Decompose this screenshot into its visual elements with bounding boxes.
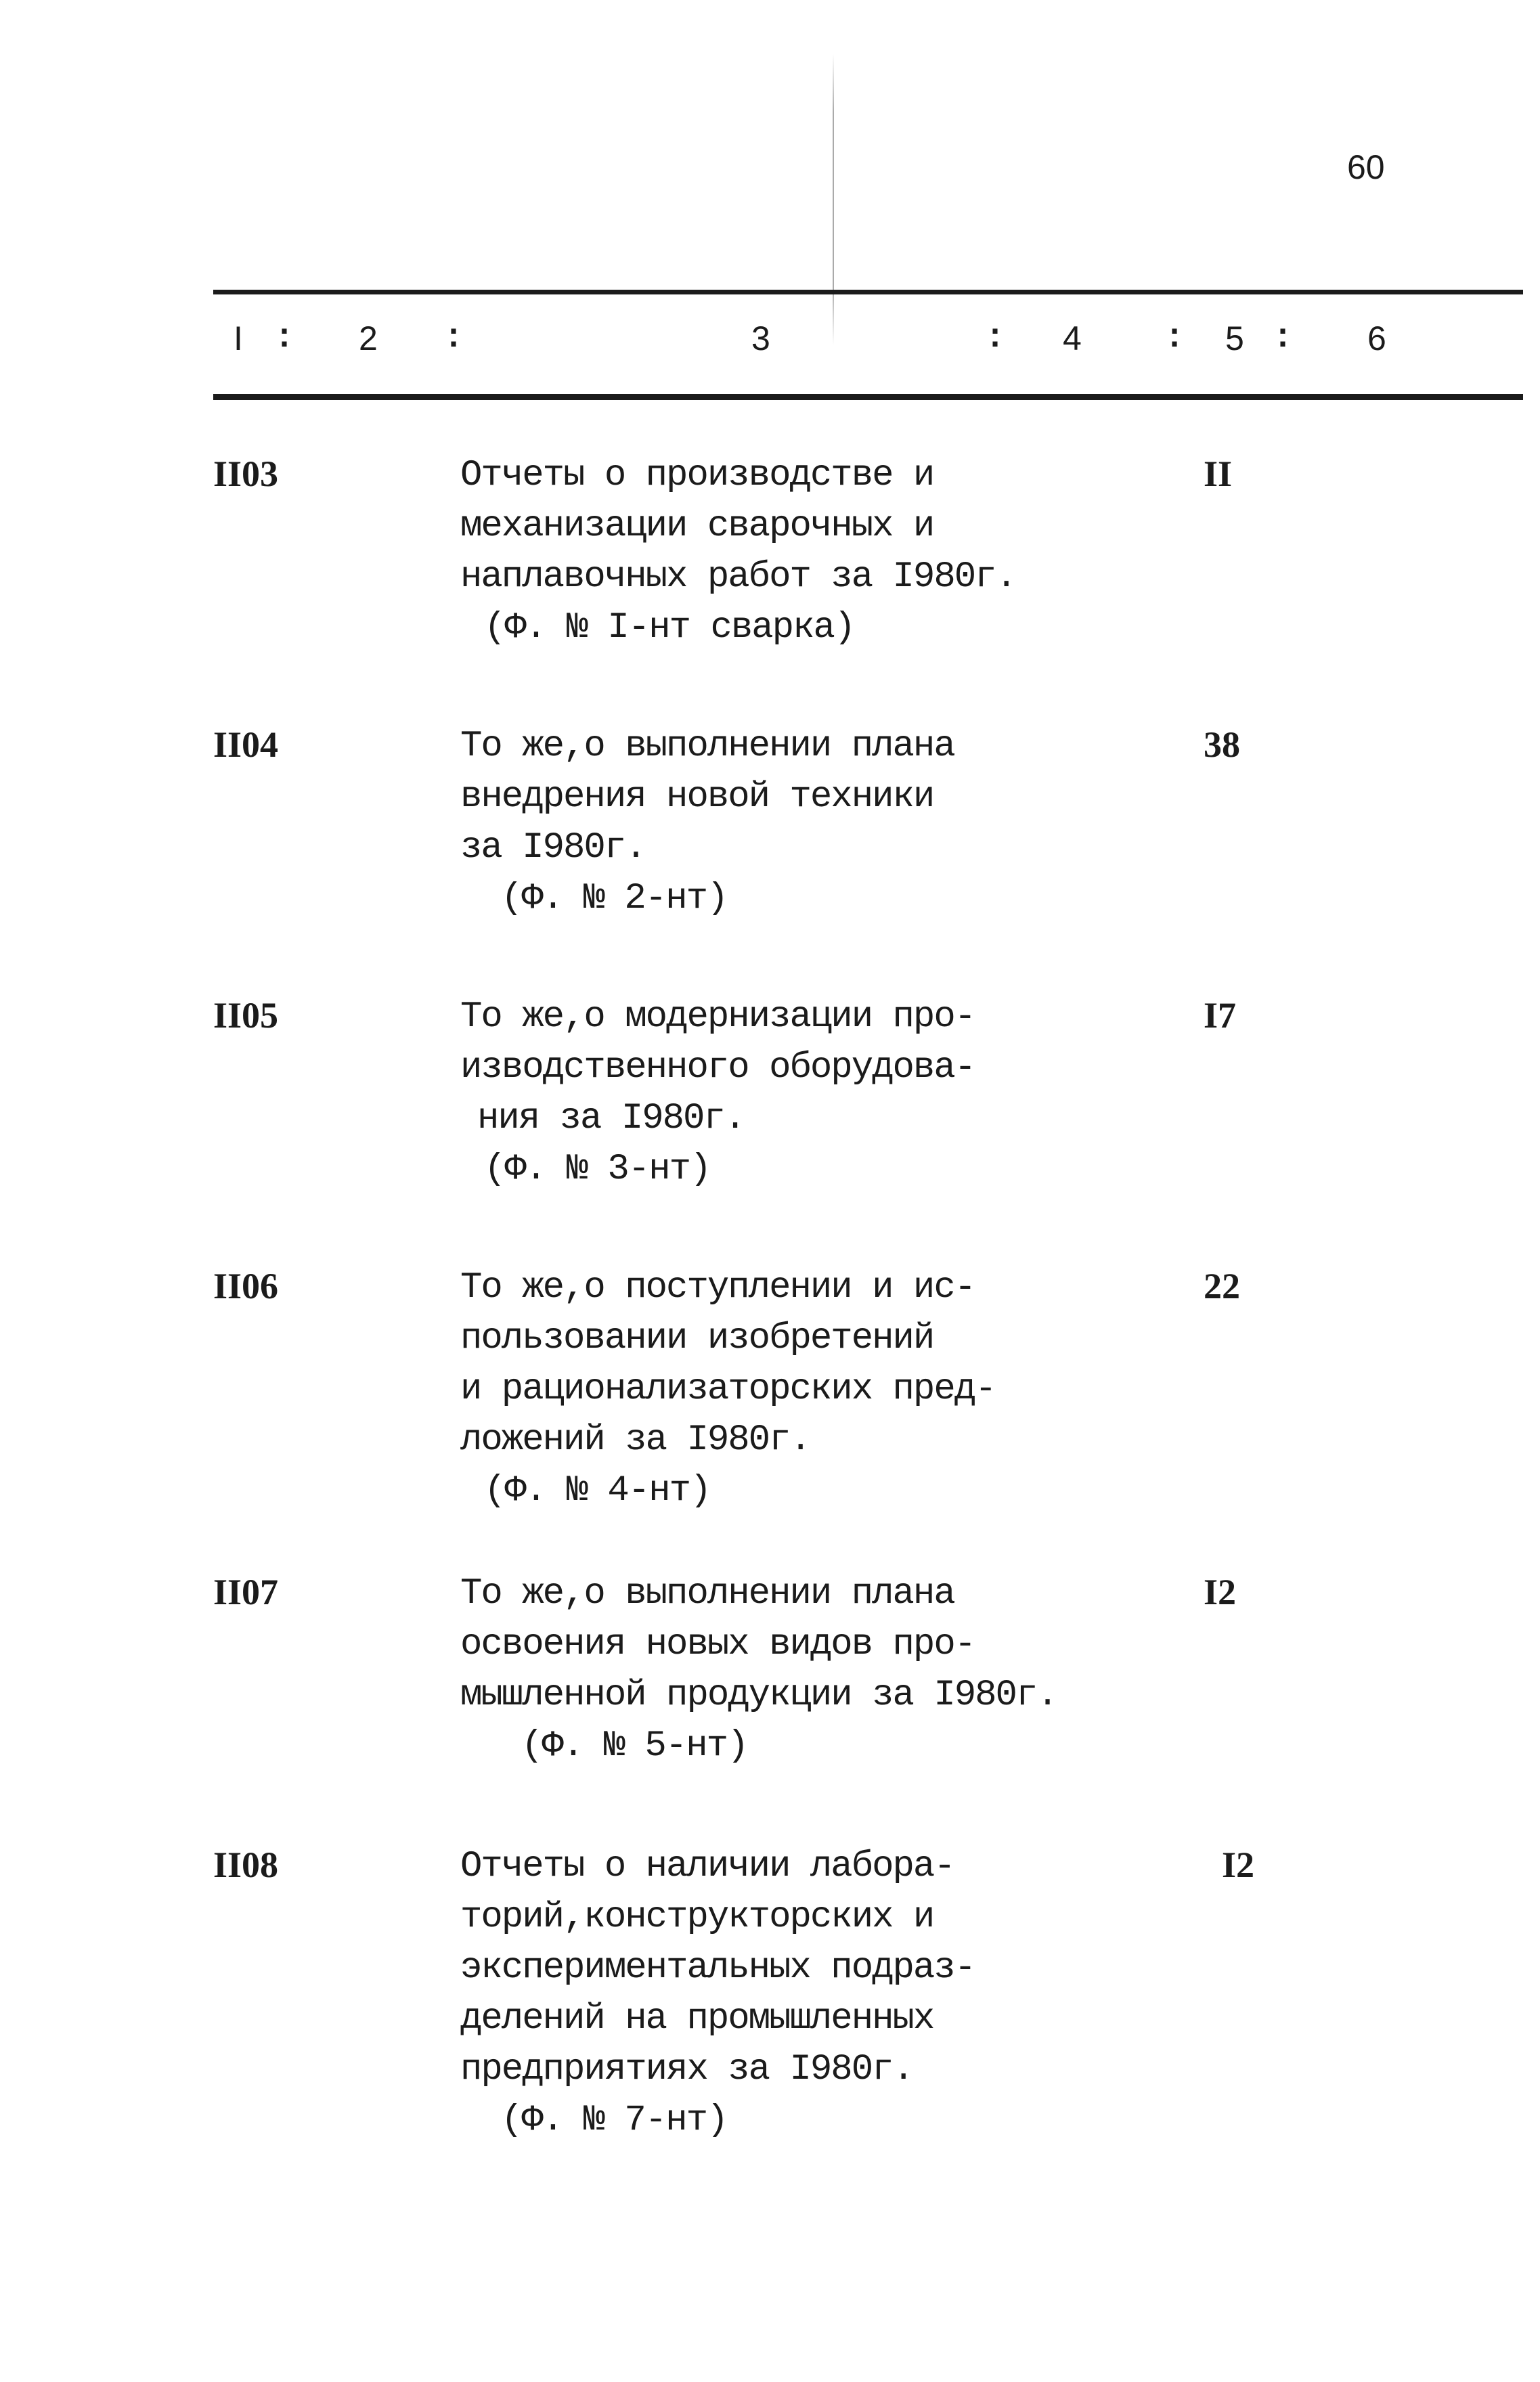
entry-description — [460, 992, 1070, 1195]
column-header-6: 6 — [1367, 319, 1386, 357]
entry-description-line: внедрения новой техники — [460, 776, 934, 818]
entry-number: II06 — [213, 1266, 279, 1306]
entry-description-line: Отчеты о производстве и — [460, 455, 934, 496]
entry-number: II08 — [213, 1845, 279, 1885]
entry-number: II04 — [213, 724, 279, 765]
entry-sheet-count: I2 — [1222, 1845, 1255, 1885]
column-header-2: 2 — [359, 319, 378, 357]
entry-description-line: пользовании изобретений — [460, 1318, 934, 1359]
entry-description-line: То же,о выполнении плана — [460, 726, 954, 767]
column-separator: : — [1164, 319, 1185, 357]
entry-number: II03 — [213, 454, 279, 494]
column-header-5: 5 — [1225, 319, 1244, 357]
column-separator: : — [1273, 319, 1294, 357]
entry-description-line: ложений за I980г. — [460, 1419, 810, 1461]
entry-form-reference: (Ф. № 4-нт) — [484, 1470, 711, 1512]
column-separator: : — [443, 319, 464, 357]
entry-description-line: То же,о поступлении и ис- — [460, 1267, 975, 1308]
entry-description-line: Отчеты о наличии лабора- — [460, 1846, 954, 1887]
entry-sheet-count: 22 — [1204, 1266, 1240, 1306]
entry-description-line: освоения новых видов про- — [460, 1624, 975, 1665]
entry-description — [460, 1841, 1070, 2146]
entry-description-line: и рационализаторских пред- — [460, 1369, 996, 1410]
entry-sheet-count: 38 — [1204, 724, 1240, 765]
entry-description-line: предприятиях за I980г. — [460, 2049, 913, 2090]
column-header-3: 3 — [751, 319, 770, 357]
entry-description-line: экспериментальных подраз- — [460, 1947, 975, 1989]
column-separator: : — [274, 319, 295, 357]
column-separator: : — [985, 319, 1006, 357]
entry-form-reference: (Ф. № 3-нт) — [484, 1149, 711, 1190]
entry-description — [460, 721, 1070, 924]
column-header-1: I — [234, 319, 243, 357]
entry-description-line: делений на промышленных — [460, 1998, 934, 2039]
table-top-rule — [213, 290, 1523, 294]
scan-fold-mark — [833, 54, 834, 345]
entry-description-line: мышленной продукции за I980г. — [460, 1675, 1057, 1716]
entry-description-line: механизации сварочных и — [460, 506, 934, 547]
entry-description-line: наплавочных работ за I980г. — [460, 556, 1016, 598]
table-header-rule — [213, 394, 1523, 400]
entry-description — [460, 1262, 1070, 1516]
entry-form-reference: (Ф. № 2-нт) — [501, 878, 728, 919]
entry-description-line: торий,конструкторских и — [460, 1897, 934, 1938]
entry-description-line: То же,о модернизации про- — [460, 996, 975, 1038]
entry-form-reference: (Ф. № 5-нт) — [521, 1725, 748, 1767]
entry-form-reference: (Ф. № 7-нт) — [501, 2100, 728, 2141]
page-number: 60 — [1347, 148, 1385, 186]
entry-description — [460, 450, 1070, 653]
entry-description-line: изводственного оборудова- — [460, 1047, 975, 1088]
entry-description-line: То же,о выполнении плана — [460, 1573, 954, 1614]
entry-number: II07 — [213, 1572, 279, 1612]
entry-number: II05 — [213, 995, 279, 1036]
entry-description — [460, 1568, 1070, 1771]
entry-description-line: за I980г. — [460, 827, 646, 868]
entry-sheet-count: II — [1204, 454, 1233, 494]
entry-description-line: ния за I980г. — [477, 1098, 745, 1139]
entry-sheet-count: I2 — [1204, 1572, 1237, 1612]
column-header-4: 4 — [1063, 319, 1082, 357]
entry-form-reference: (Ф. № I-нт сварка) — [484, 607, 855, 648]
entry-sheet-count: I7 — [1204, 995, 1237, 1036]
